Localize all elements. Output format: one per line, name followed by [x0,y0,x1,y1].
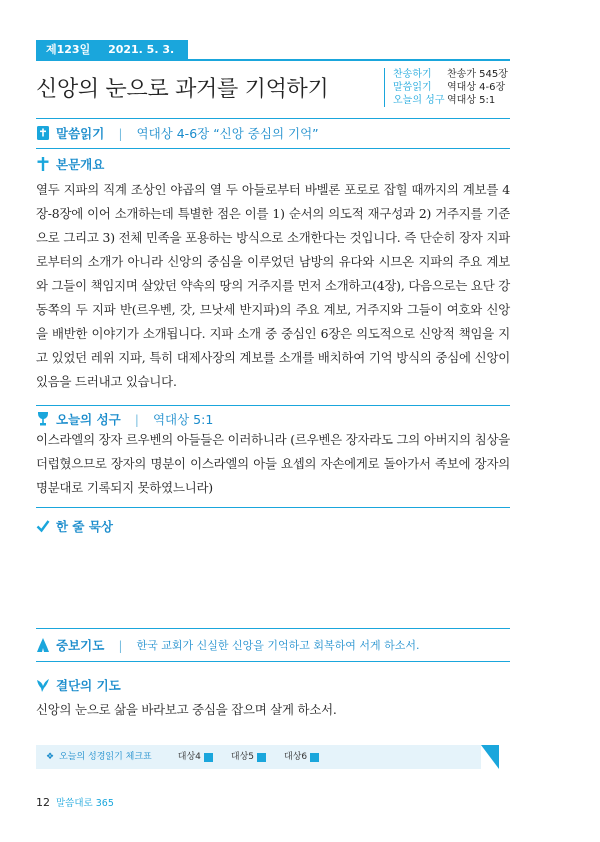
check-item[interactable] [231,745,266,769]
info-verse-value: 역대상 5:1 [447,95,496,106]
verse-ref: 역대상 5:1 [152,412,214,427]
divider-meditation [36,507,510,508]
verse-text: 이스라엘의 장자 르우벤의 아들들은 이러하니라 (르우벤은 장자라도 그의 아버지의 침상을 더럽혔으므로 장자의 명분이 이스라엘의 아들 요셉의 자손에게로 돌아가서 족보에 장자의 명분대로 기록되지 못하였느니라) [36,432,510,495]
page-number: 12 [36,796,50,809]
section-intercession [36,636,420,654]
divider-intercession [36,628,510,629]
section-meditation [36,517,113,535]
checkbox[interactable] [204,753,213,762]
diamond-icon: ❖ [46,752,55,762]
section-summary [36,155,104,173]
intercession-label: 중보기도 [56,638,105,653]
check-item[interactable] [284,745,319,769]
checkmark-icon [36,518,50,534]
verse-label: 오늘의 성구 [56,412,121,427]
divider-reading [36,118,510,119]
checkbox[interactable] [310,753,319,762]
bible-icon [36,125,50,141]
check-item-label: 대상5 [230,752,254,762]
checkbox[interactable] [257,753,266,762]
dove-icon [36,677,50,693]
check-item[interactable] [178,745,213,769]
section-verse [36,410,213,428]
summary-text: 열두 지파의 직계 조상인 야곱의 열 두 아들로부터 바벨론 포로로 잡힐 때까지의 계보를 4장-8장에 이어 소개하는데 특별한 점은 이를 1) 순서의 의도적 재구성과 2) 거주지를 기준으로 그리고 3) 전체 민족을 포용하는 방식으로 소개한다는 것입니다. 즉 단순히 장자 지파로부터의 소개가 아니라 신앙의 중심을 이루었던 남방의 유다와 시므온 지파의 주요 계보와 그들이 책임지며 살았던 약속의 땅의 거주지를 먼저 소개하고(4장), 다음으로는 요단 강 동쪽의 두 지파 반(르우벤, 갓, 므낫세 반지파)의 주요 계보, 거주지와 그들이 여호와 신앙을 배반한 이야기가 소개됩니다. 지파 소개 중 중심인 6장은 의도적으로 신앙적 책임을 지고 있었던 레위 지파, 특히 대제사장의 계보를 소개를 배치하여 기억 방식의 중심에 신앙이 있음을 드러내고 있습니다. [36,182,510,389]
issue-date: 2021. 5. 3. 월 [46,43,175,76]
check-item-label: 대상4 [177,752,201,762]
info-reading-value: 역대상 4-6장 [447,82,506,93]
issue-number: 제123일 [46,43,91,56]
info-verse [393,94,508,107]
book-title: 말씀대로 365 [56,798,114,809]
check-item-label: 대상6 [284,752,308,762]
info-reading [393,81,508,94]
daily-info-box [384,68,508,107]
top-rule [36,59,510,61]
divider-summary [36,148,510,149]
meditation-label: 한 줄 묵상 [56,519,114,534]
info-reading-key: 말씀읽기 [393,82,432,93]
section-resolution [36,676,121,694]
separator: | [118,637,123,653]
separator: | [118,125,123,141]
divider-resolution [36,661,510,662]
footer-corner [481,745,499,769]
page-footer [36,795,114,809]
page-title: 신앙의 눈으로 과거를 기억하기 [36,77,329,102]
info-verse-key: 오늘의 성구 [393,95,445,106]
checklist-label: 오늘의 성경읽기 체크표 [59,752,152,762]
chalice-icon [36,411,50,427]
resolution-text: 신앙의 눈으로 삶을 바라보고 중심을 잡으며 살게 하소서. [36,702,337,717]
info-hymn-value: 찬송가 545장 [447,69,508,80]
divider-verse [36,405,510,406]
date-tab [36,40,188,76]
info-hymn-key: 찬송하기 [393,69,432,80]
reading-checklist [36,745,481,769]
praying-hands-icon [36,637,50,653]
reading-ref: 역대상 4-6장 “신앙 중심의 기억” [136,126,319,141]
info-hymn [393,68,508,81]
resolution-label: 결단의 기도 [56,678,121,693]
cross-icon [36,156,50,172]
intercession-text: 한국 교회가 신실한 신앙을 기억하고 회복하여 서게 하소서. [136,639,420,652]
section-reading [36,124,319,142]
summary-label: 본문개요 [56,157,105,172]
reading-label: 말씀읽기 [56,126,105,141]
separator: | [134,411,139,427]
